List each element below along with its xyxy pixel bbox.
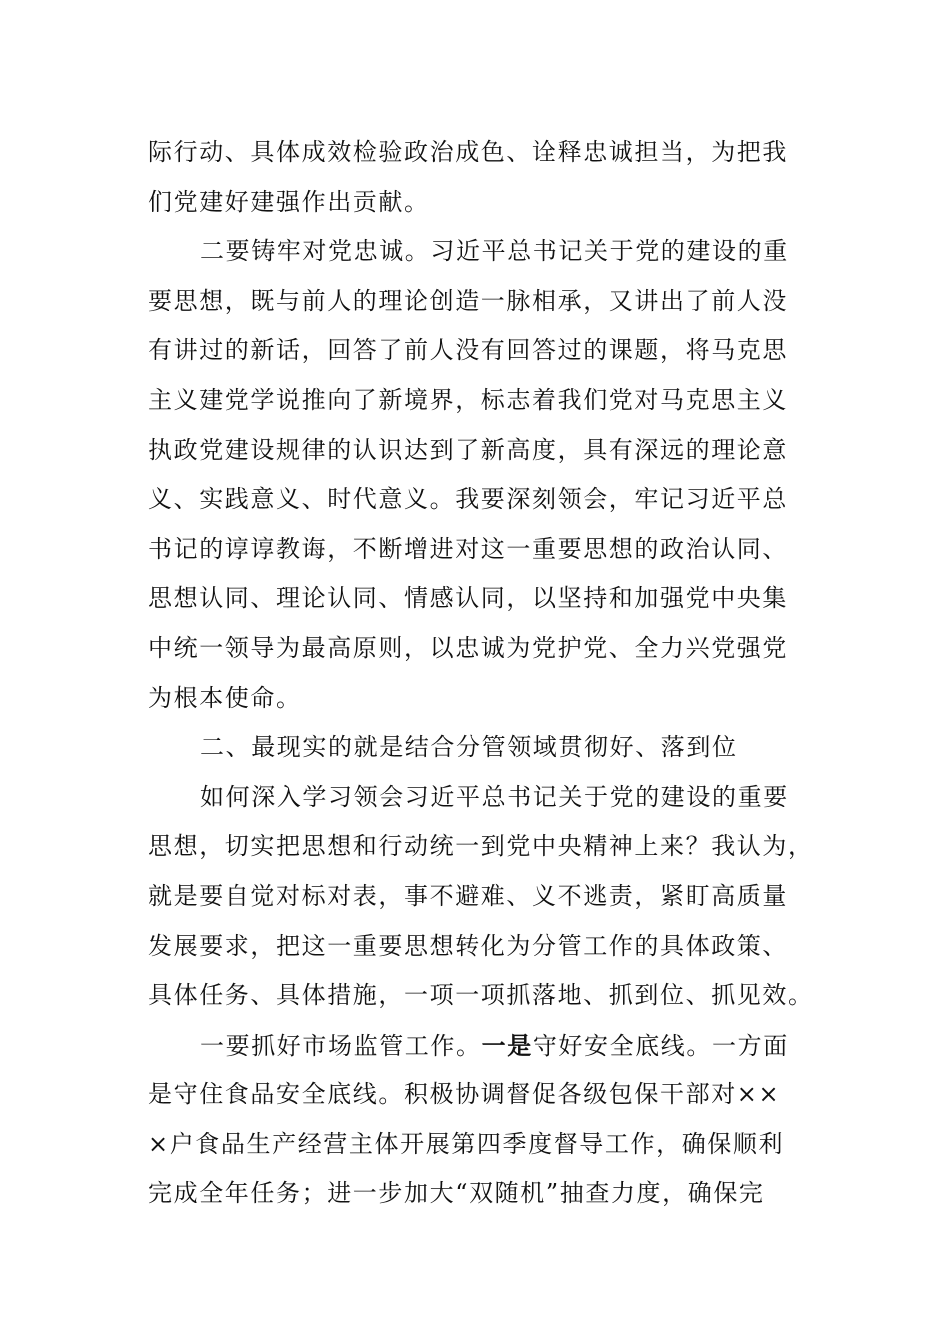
text-line: ×户食品生产经营主体开展第四季度督导工作，确保顺利	[148, 1129, 785, 1158]
text-segment: 守好安全底线。一方面	[532, 1031, 789, 1060]
text-line: 是守住食品安全底线。积极协调督促各级包保干部对××	[148, 1080, 781, 1109]
text-line: 二要铸牢对党忠诚。习近平总书记关于党的建设的重	[200, 237, 789, 266]
text-line-mixed	[148, 1021, 798, 1071]
text-line: 际行动、具体成效检验政治成色、诠释忠诚担当，为把我	[148, 138, 788, 166]
bold-marker: 一是	[481, 1030, 533, 1060]
text-line: 中统一领导为最高原则，以忠诚为党护党、全力兴党强党	[148, 633, 788, 662]
body-text	[148, 128, 814, 1219]
text-line: 具体任务、具体措施，一项一项抓落地、抓到位、抓见效。	[148, 981, 814, 1010]
text-line: 思想，切实把思想和行动统一到党中央精神上来？我认为，	[148, 832, 814, 861]
text-line: 如何深入学习领会习近平总书记关于党的建设的重要	[200, 782, 789, 811]
text-line: 思想认同、理论认同、情感认同，以坚持和加强党中央集	[148, 584, 788, 613]
text-line: 们党建好建强作出贡献。	[148, 187, 430, 216]
text-line: 发展要求，把这一重要思想转化为分管工作的具体政策、	[148, 931, 788, 960]
text-line: 为根本使命。	[148, 683, 302, 712]
text-segment: 一要抓好市场监管工作。	[200, 1031, 482, 1060]
text-line: 完成全年任务；进一步加大“双随机”抽查力度，确保完	[148, 1179, 765, 1208]
text-line: 就是要自觉对标对表，事不避难、义不逃责，紧盯高质量	[148, 881, 788, 910]
text-line: 有讲过的新话，回答了前人没有回答过的课题，将马克思	[148, 336, 788, 365]
text-line: 义、实践意义、时代意义。我要深刻领会，牢记习近平总	[148, 485, 788, 514]
text-line: 要思想，既与前人的理论创造一脉相承，又讲出了前人没	[148, 286, 788, 315]
text-line: 主义建党学说推向了新境界，标志着我们党对马克思主义	[148, 385, 788, 414]
text-line: 二、最现实的就是结合分管领域贯彻好、落到位	[200, 733, 738, 762]
text-line: 书记的谆谆教诲，不断增进对这一重要思想的政治认同、	[148, 534, 788, 563]
text-line: 执政党建设规律的认识达到了新高度，具有深远的理论意	[148, 435, 788, 464]
